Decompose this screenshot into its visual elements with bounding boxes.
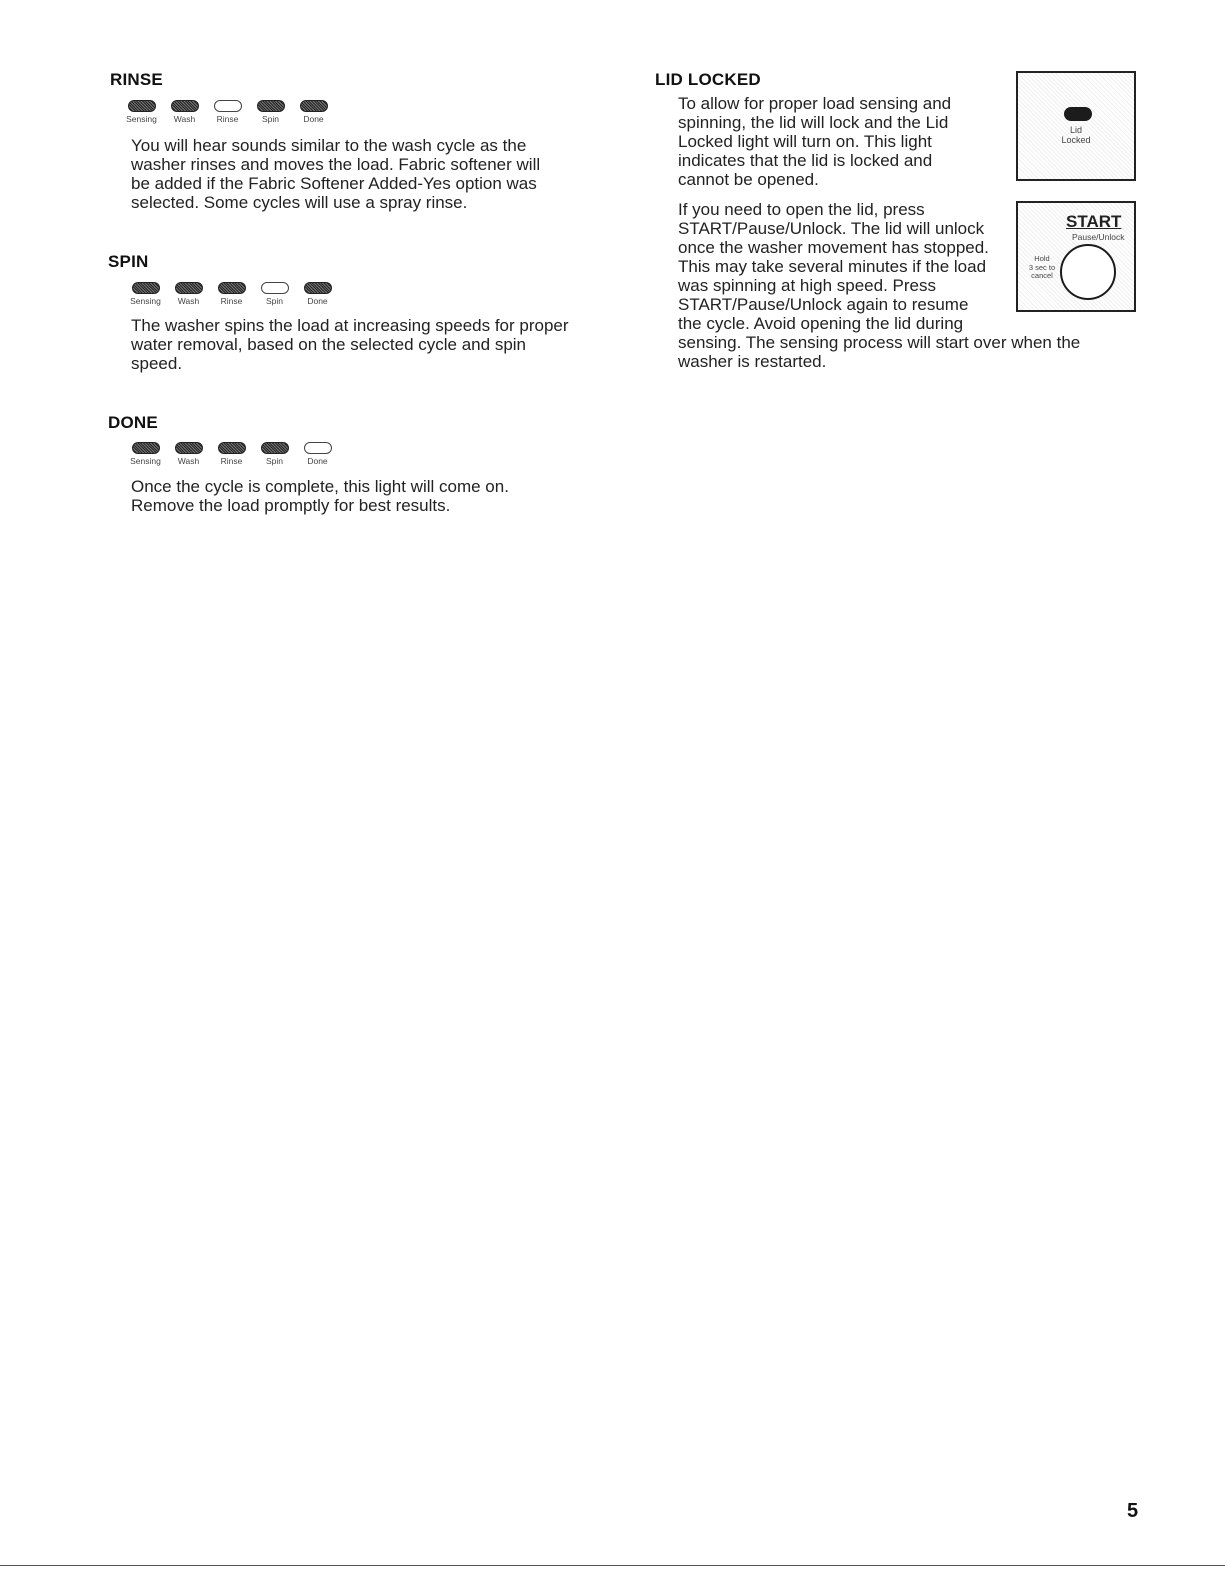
page-number: 5 [1127, 1500, 1139, 1522]
spin-line: speed. [131, 354, 183, 373]
rinse-line: washer rinses and moves the load. Fabric softener will [131, 155, 541, 174]
indicator-light [120, 100, 163, 124]
indicator-label: Sensing [126, 114, 157, 124]
indicator-label: Rinse [220, 296, 243, 306]
indicator-led-icon [214, 100, 242, 112]
rinse-line: You will hear sounds similar to the wash cycle as the [131, 136, 527, 155]
indicator-led-icon [304, 282, 332, 294]
indicator-light [124, 442, 167, 466]
lid-locked-heading: LID LOCKED [655, 70, 761, 89]
indicator-label: Rinse [216, 114, 239, 124]
indicator-label: Done [303, 114, 324, 124]
panel-label-line: Locked [1061, 135, 1091, 145]
start-panel [1016, 201, 1136, 312]
indicator-led-icon [257, 100, 285, 112]
indicator-light [210, 282, 253, 306]
indicator-led-icon [218, 282, 246, 294]
indicator-label: Spin [265, 456, 283, 466]
lid-locked-light-icon [1064, 107, 1092, 121]
start-title: START [1066, 212, 1122, 231]
rinse-line: selected. Some cycles will use a spray rinse. [131, 193, 468, 212]
panel-label-line: Lid [1069, 125, 1082, 135]
lid-locked-line: cannot be opened. [678, 170, 819, 189]
spin-line: water removal, based on the selected cycle and spin [131, 335, 527, 354]
done-line: Once the cycle is complete, this light will come on. [131, 477, 509, 496]
done-text [131, 477, 509, 515]
rinse-line: be added if the Fabric Softener Added-Yes option was [131, 174, 537, 193]
indicator-led-icon [261, 442, 289, 454]
lid-locked-line: spinning, the lid will lock and the Lid [678, 113, 949, 132]
indicator-light [249, 100, 292, 124]
lid-unlock-line: sensing. The sensing process will start over when the [678, 333, 1081, 352]
indicator-led-icon [218, 442, 246, 454]
indicator-label: Rinse [220, 456, 243, 466]
start-button-circle-icon[interactable] [1060, 244, 1116, 300]
indicator-label: Wash [177, 296, 200, 306]
start-subtitle: Pause/Unlock [1072, 232, 1125, 242]
done-line: Remove the load promptly for best results. [131, 496, 451, 515]
indicator-label: Done [307, 296, 328, 306]
hold-text [1024, 255, 1060, 281]
lid-locked-line: indicates that the lid is locked and [678, 151, 933, 170]
indicator-light [163, 100, 206, 124]
indicator-label: Spin [265, 296, 283, 306]
lid-unlock-line: This may take several minutes if the load [678, 257, 987, 276]
lid-unlock-line: If you need to open the lid, press [678, 200, 925, 219]
indicator-light [167, 282, 210, 306]
lid-unlock-line: washer is restarted. [678, 352, 827, 371]
hold-line: Hold [1034, 254, 1050, 263]
lid-unlock-line: START/Pause/Unlock. The lid will unlock [678, 219, 985, 238]
indicator-light [296, 442, 339, 466]
indicator-led-icon [128, 100, 156, 112]
indicator-light [124, 282, 167, 306]
rinse-text [131, 136, 540, 212]
indicator-light [167, 442, 210, 466]
indicator-light [253, 442, 296, 466]
indicator-light [296, 282, 339, 306]
lid-unlock-line: was spinning at high speed. Press [678, 276, 936, 295]
lid-locked-text [678, 94, 951, 189]
hold-line: 3 sec to [1028, 262, 1056, 272]
lid-unlock-line: the cycle. Avoid opening the lid during [678, 314, 964, 333]
indicator-led-icon [175, 442, 203, 454]
indicator-led-icon [132, 442, 160, 454]
spin-heading: SPIN [108, 252, 149, 271]
lid-unlock-line: once the washer movement has stopped. [678, 238, 989, 257]
lid-locked-panel [1016, 71, 1136, 181]
hold-line: cancel [1031, 271, 1053, 280]
indicator-label: Wash [173, 114, 196, 124]
rinse-indicator-lights [120, 100, 335, 124]
lid-locked-line: To allow for proper load sensing and [678, 94, 952, 113]
indicator-light [210, 442, 253, 466]
lid-unlock-line: START/Pause/Unlock again to resume [678, 295, 969, 314]
indicator-led-icon [300, 100, 328, 112]
indicator-led-icon [132, 282, 160, 294]
indicator-label: Spin [261, 114, 279, 124]
indicator-label: Sensing [130, 456, 161, 466]
indicator-led-icon [261, 282, 289, 294]
spin-line: The washer spins the load at increasing speeds for proper [131, 316, 569, 335]
indicator-light [253, 282, 296, 306]
indicator-label: Wash [177, 456, 200, 466]
spin-indicator-lights [124, 282, 339, 306]
done-indicator-lights [124, 442, 339, 466]
indicator-light [206, 100, 249, 124]
indicator-light [292, 100, 335, 124]
rinse-heading: RINSE [110, 70, 163, 89]
bottom-rule [0, 1565, 1225, 1566]
indicator-label: Sensing [130, 296, 161, 306]
indicator-led-icon [171, 100, 199, 112]
lid-locked-line: Locked light will turn on. This light [678, 132, 932, 151]
indicator-led-icon [304, 442, 332, 454]
indicator-label: Done [307, 456, 328, 466]
indicator-led-icon [175, 282, 203, 294]
lid-locked-panel-label [1018, 125, 1134, 145]
done-heading: DONE [108, 413, 158, 432]
spin-text [131, 316, 569, 373]
